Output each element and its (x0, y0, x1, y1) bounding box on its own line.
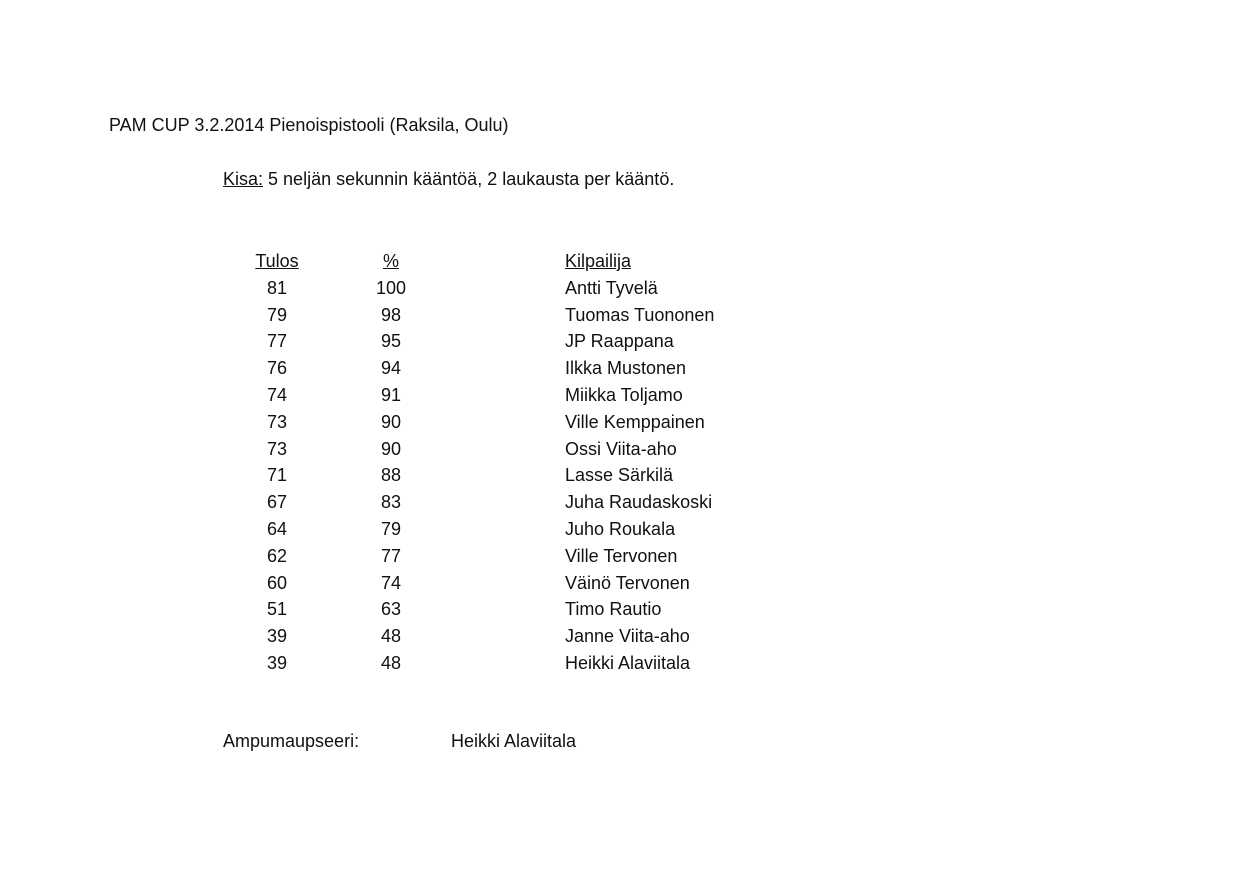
results-header-row (0, 248, 900, 275)
result-score: 79 (266, 304, 288, 325)
result-competitor-name: Väinö Tervonen (565, 572, 690, 593)
range-officer-name: Heikki Alaviitala (451, 731, 577, 751)
range-officer-label: Ampumaupseeri: (223, 731, 360, 751)
result-score: 73 (266, 411, 288, 432)
result-competitor-name: Heikki Alaviitala (565, 652, 691, 673)
result-percent: 95 (380, 331, 402, 352)
competition-label: Kisa: (223, 169, 264, 189)
result-row (0, 328, 900, 355)
result-score: 67 (266, 492, 288, 513)
result-percent: 91 (380, 384, 402, 405)
result-row (0, 570, 900, 597)
result-row (0, 489, 900, 516)
result-row (0, 409, 900, 436)
result-percent: 63 (380, 599, 402, 620)
result-row (0, 436, 900, 463)
result-row (0, 596, 900, 623)
result-percent: 48 (380, 626, 402, 647)
result-percent: 100 (375, 277, 407, 298)
range-officer (223, 731, 577, 752)
header-score: Tulos (255, 251, 299, 271)
result-competitor-name: Ossi Viita-aho (565, 438, 677, 459)
result-score: 71 (266, 465, 288, 486)
result-score: 51 (266, 599, 288, 620)
result-score: 64 (266, 518, 288, 539)
result-row (0, 382, 900, 409)
result-competitor-name: Juha Raudaskoski (565, 492, 713, 513)
result-percent: 77 (380, 545, 402, 566)
result-competitor-name: Ville Kemppainen (565, 411, 705, 432)
result-score: 77 (266, 331, 288, 352)
result-percent: 98 (380, 304, 402, 325)
result-score: 73 (266, 438, 288, 459)
result-score: 81 (266, 277, 288, 298)
result-competitor-name: Miikka Toljamo (565, 384, 683, 405)
result-row (0, 623, 900, 650)
result-competitor-name: Antti Tyvelä (565, 277, 658, 298)
result-score: 76 (266, 358, 288, 379)
result-row (0, 462, 900, 489)
header-competitor: Kilpailija (565, 251, 632, 271)
competition-description (223, 169, 674, 190)
results-table (0, 248, 900, 677)
result-competitor-name: Ilkka Mustonen (565, 358, 687, 379)
result-score: 62 (266, 545, 288, 566)
result-score: 39 (266, 626, 288, 647)
result-competitor-name: Juho Roukala (565, 518, 676, 539)
result-competitor-name: Lasse Särkilä (565, 465, 674, 486)
result-row (0, 516, 900, 543)
result-competitor-name: Janne Viita-aho (565, 626, 690, 647)
competition-text: 5 neljän sekunnin kääntöä, 2 laukausta per kääntö. (263, 169, 675, 189)
result-competitor-name: Ville Tervonen (565, 545, 678, 566)
result-percent: 74 (380, 572, 402, 593)
result-percent: 90 (380, 411, 402, 432)
result-percent: 94 (380, 358, 402, 379)
result-score: 74 (266, 384, 288, 405)
document-title: PAM CUP 3.2.2014 Pienoispistooli (Raksila, Oulu) (109, 115, 509, 135)
result-row (0, 275, 900, 302)
result-competitor-name: Tuomas Tuononen (565, 304, 715, 325)
result-score: 60 (266, 572, 288, 593)
result-percent: 90 (380, 438, 402, 459)
result-row (0, 650, 900, 677)
result-competitor-name: Timo Rautio (565, 599, 662, 620)
result-competitor-name: JP Raappana (565, 331, 674, 352)
result-row (0, 543, 900, 570)
result-percent: 83 (380, 492, 402, 513)
result-row (0, 355, 900, 382)
result-score: 39 (266, 652, 288, 673)
result-percent: 48 (380, 652, 402, 673)
result-percent: 88 (380, 465, 402, 486)
result-percent: 79 (380, 518, 402, 539)
header-percent: % (382, 251, 399, 271)
result-row (0, 302, 900, 329)
